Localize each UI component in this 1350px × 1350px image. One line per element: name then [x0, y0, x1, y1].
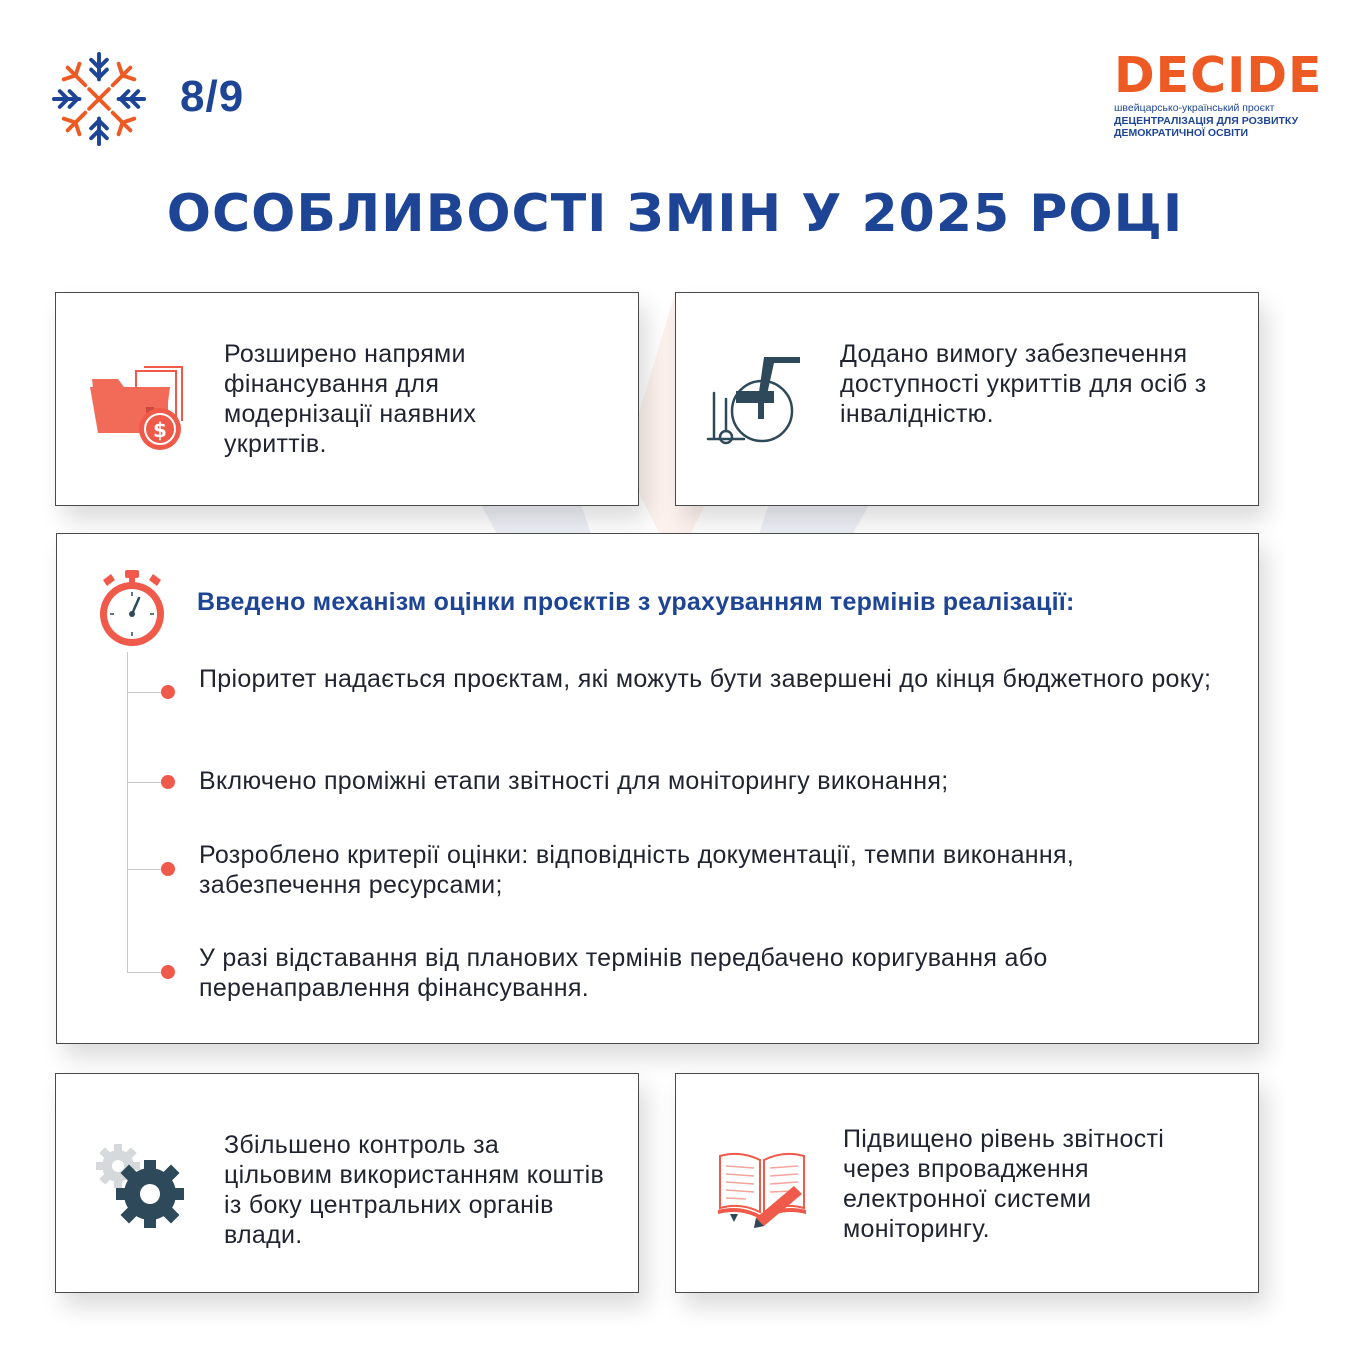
stopwatch-icon: [93, 568, 171, 650]
timeline-bullet: [161, 862, 175, 876]
brand-logo: [1114, 47, 1323, 139]
book-pencil-icon: [716, 1148, 808, 1228]
card-accessibility-text: Додано вимогу забезпечення доступності укриттів для осіб з інвалідністю.: [840, 340, 1207, 428]
card-reporting-text: Підвищено рівень звітності через впровадження електронної системи моніторингу.: [843, 1125, 1165, 1243]
brand-subtitle: швейцарсько-український проєкт: [1114, 102, 1275, 114]
svg-text:$: $: [153, 418, 167, 442]
timeline-item: У разі відставання від планових термінів передбачено коригування або перенаправлення фінансування.: [199, 944, 1048, 1002]
page-counter: 8/9: [180, 72, 245, 121]
card-control-text: Збільшено контроль за цільовим використанням коштів із боку центральних органів влади.: [224, 1131, 605, 1249]
page-title: ОСОБЛИВОСТІ ЗМІН У 2025 РОЦІ: [166, 184, 1184, 244]
timeline-item: Розроблено критерії оцінки: відповідність документації, темпи виконання, забезпечення ресурсами;: [199, 841, 1075, 899]
ornament-logo: [50, 50, 148, 148]
gears-icon: [92, 1142, 188, 1230]
timeline-line: [127, 652, 128, 972]
brand-tagline-line-1: ДЕЦЕНТРАЛІЗАЦІЯ ДЛЯ РОЗВИТКУ: [1114, 115, 1299, 127]
card-funding: [55, 292, 639, 506]
timeline-title: Введено механізм оцінки проєктів з урахуванням термінів реалізації:: [197, 588, 1075, 616]
card-funding-text: Розширено напрями фінансування для модернізації наявних укриттів.: [224, 340, 477, 458]
card-timeline: [56, 533, 1259, 1044]
brand-tagline-line-2: ДЕМОКРАТИЧНОЇ ОСВІТИ: [1114, 127, 1249, 139]
timeline-item: Пріоритет надається проєктам, які можуть бути завершені до кінця бюджетного року;: [199, 665, 1212, 693]
card-control: [55, 1073, 639, 1293]
wheelchair-icon: [704, 353, 804, 449]
timeline-bullet: [161, 685, 175, 699]
timeline-item: Включено проміжні етапи звітності для моніторингу виконання;: [199, 767, 949, 795]
timeline-bullet: [161, 775, 175, 789]
card-accessibility: [675, 292, 1259, 506]
card-reporting: [675, 1073, 1259, 1293]
folder-money-icon: [88, 365, 188, 455]
timeline-bullet: [161, 965, 175, 979]
brand-name: DECIDE: [1114, 47, 1323, 104]
